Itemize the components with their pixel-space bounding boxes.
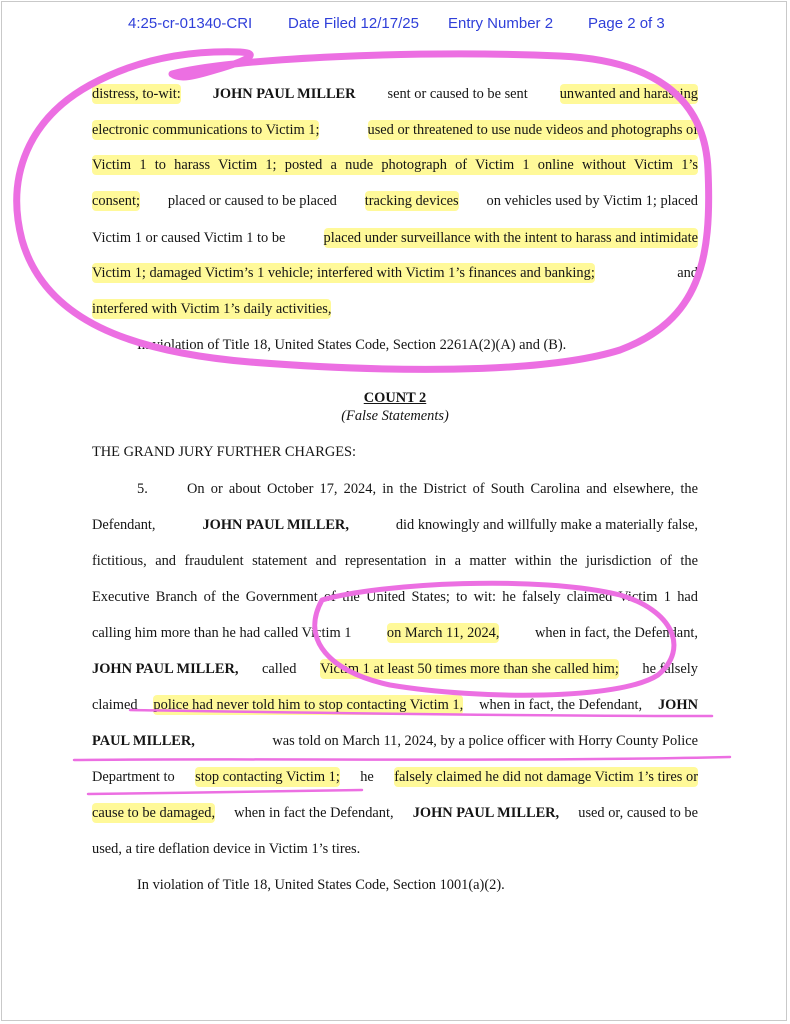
highlighted-text: tracking devices [364, 193, 459, 209]
text-segment: and [677, 265, 698, 281]
count1-line-1 [92, 84, 698, 104]
text-segment: Department to [92, 769, 175, 785]
highlighted-text: used or threatened to use nude videos and photographs of [367, 122, 698, 138]
text-segment: Executive Branch of the Government of the United States; to wit: he falsely claimed Victim 1 had [92, 589, 698, 605]
highlighted-text: police had never told him to stop contacting Victim 1, [153, 697, 464, 713]
text-segment: did knowingly and willfully make a materially false, [395, 517, 698, 533]
count2-line-11 [92, 839, 698, 859]
highlighted-text: electronic communications to Victim 1; [92, 122, 320, 138]
defendant-name: JOHN PAUL MILLER, [92, 661, 239, 677]
text-segment: used, a tire deflation device in Victim 1’s tires. [92, 841, 361, 857]
text-segment: used or, caused to be [578, 805, 698, 821]
text-segment: distress, to-wit: [92, 86, 181, 102]
highlighted-text: consent; [92, 193, 140, 209]
document-header [0, 15, 790, 37]
defendant-name: JOHN PAUL MILLER, [202, 517, 349, 533]
count2-line-10 [92, 803, 698, 823]
count1-line-2 [92, 120, 698, 140]
count2-subtitle: (False Statements) [341, 408, 449, 424]
count1-line-7 [92, 299, 698, 319]
count2-line-9 [92, 767, 698, 787]
date-filed: Date Filed 12/17/25 [288, 15, 419, 32]
text-segment: when in fact, the Defendant, [479, 697, 643, 713]
text-segment: Defendant, [92, 517, 156, 533]
highlighted-text: stop contacting Victim 1; [195, 769, 340, 785]
count1-line-5 [92, 228, 698, 248]
highlighted-text: cause to be damaged, [92, 805, 216, 821]
page-number: Page 2 of 3 [588, 15, 665, 32]
text-segment: On or about October 17, 2024, in the District of South Carolina and elsewhere, the [187, 481, 698, 497]
text-segment: placed or caused to be placed [167, 193, 337, 209]
count1-line-6 [92, 263, 698, 283]
highlighted-text: Victim 1 at least 50 times more than she called him; [319, 661, 619, 677]
highlighted-text: interfered with Victim 1’s daily activities, [92, 301, 332, 317]
count2-line-2 [92, 515, 698, 535]
count2-line-6 [92, 659, 698, 679]
count2-line-4 [92, 587, 698, 607]
text-segment: he falsely [642, 661, 698, 677]
count1-violation: In violation of Title 18, United States Code, Section 2261A(2)(A) and (B). [137, 337, 567, 353]
case-number: 4:25-cr-01340-CRI [128, 15, 253, 32]
highlighted-text: Victim 1; damaged Victim’s 1 vehicle; interfered with Victim 1’s finances and banking; [92, 265, 595, 281]
page-border [1, 1, 787, 1021]
entry-number: Entry Number 2 [448, 15, 554, 32]
text-segment: calling him more than he had called Victim 1 [92, 625, 352, 641]
text-segment: he [360, 769, 374, 785]
defendant-name: JOHN PAUL MILLER [212, 86, 356, 102]
count2-line-5 [92, 623, 698, 643]
highlighted-text: placed under surveillance with the intent to harass and intimidate [323, 230, 698, 246]
highlighted-text: Victim 1 to harass Victim 1; posted a nude photograph of Victim 1 online without Victim 1’s [92, 157, 698, 173]
count2-line-3 [92, 551, 698, 571]
grand-jury-intro: THE GRAND JURY FURTHER CHARGES: [92, 444, 357, 460]
count2-line-8 [92, 731, 698, 751]
defendant-name: PAUL MILLER, [92, 733, 195, 749]
count1-line-3 [92, 155, 698, 175]
text-segment: was told on March 11, 2024, by a police officer with Horry County Police [272, 733, 698, 749]
highlighted-text: falsely claimed he did not damage Victim 1’s tires or [394, 769, 698, 785]
text-segment: fictitious, and fraudulent statement and representation in a matter within the jurisdiction of the [92, 553, 698, 569]
count2-line-7 [92, 695, 698, 715]
count2-title: COUNT 2 [363, 390, 427, 406]
text-segment: when in fact the Defendant, [234, 805, 394, 821]
text-segment: sent or caused to be sent [387, 86, 528, 102]
count2-line-1 [187, 479, 698, 499]
count1-line-4 [92, 191, 698, 211]
text-segment: when in fact, the Defendant, [534, 625, 698, 641]
text-segment: claimed [92, 697, 138, 713]
defendant-name: JOHN PAUL MILLER, [412, 805, 560, 821]
text-segment: called [262, 661, 297, 677]
text-segment: on vehicles used by Victim 1; placed [486, 193, 698, 209]
defendant-name: JOHN [657, 697, 698, 713]
paragraph-number: 5. [137, 481, 148, 497]
highlighted-text: on March 11, 2024, [386, 625, 500, 641]
count2-violation: In violation of Title 18, United States Code, Section 1001(a)(2). [137, 877, 505, 893]
highlighted-text: unwanted and harassing [559, 86, 698, 102]
text-segment: Victim 1 or caused Victim 1 to be [92, 230, 286, 246]
